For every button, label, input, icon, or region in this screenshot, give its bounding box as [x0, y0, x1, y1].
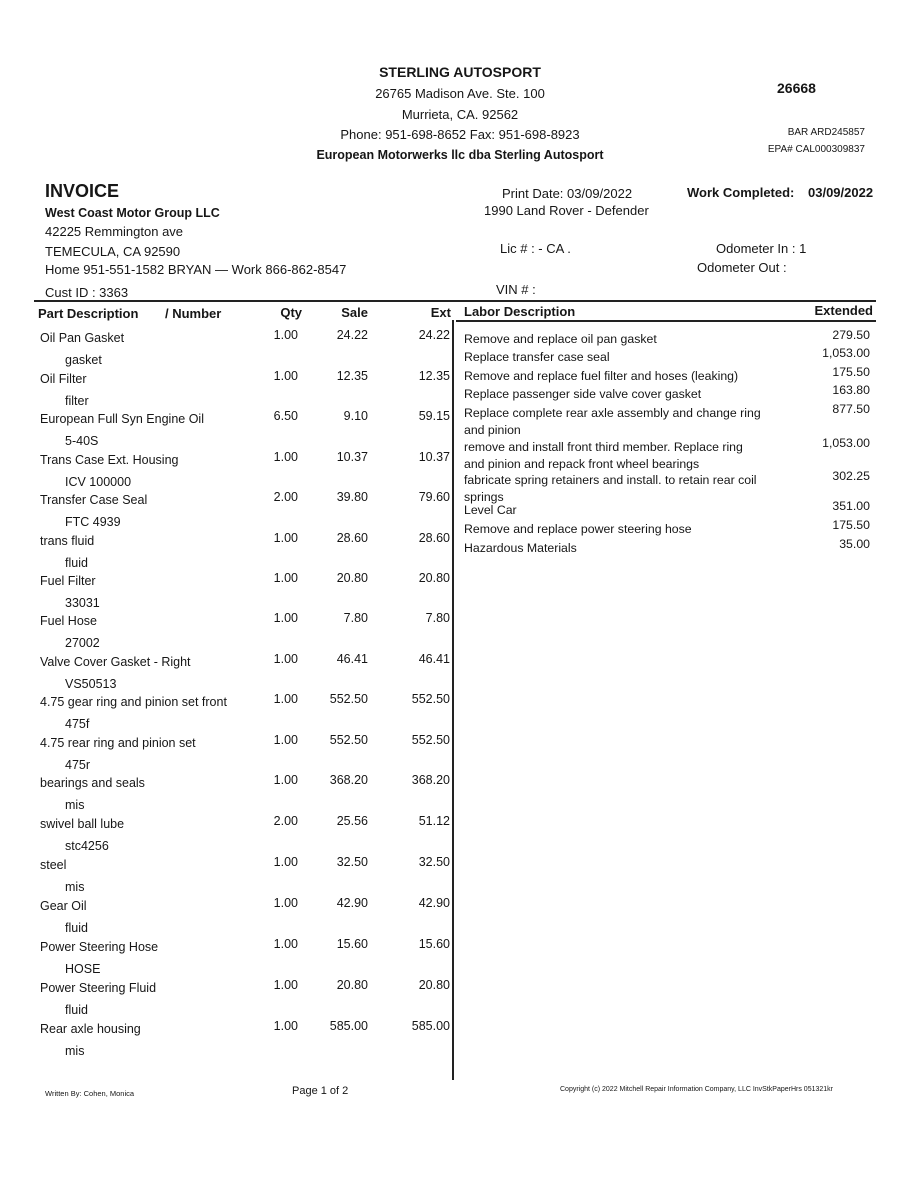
part-qty: 2.00 [273, 814, 298, 828]
labor-description: remove and install front third member. Replace ring and pinion and repack front wheel bearings [464, 440, 743, 471]
part-sale-price: 585.00 [329, 1019, 368, 1033]
parts-header-description: Part Description [38, 306, 139, 321]
shop-dba: European Motorwerks llc dba Sterling Autosport [316, 148, 604, 162]
work-completed-date: 03/09/2022 [808, 185, 874, 200]
print-date: Print Date: 03/09/2022 [502, 186, 633, 201]
epa-number: EPA# CAL000309837 [767, 144, 865, 155]
part-number: 475f [65, 717, 90, 731]
part-number: mis [65, 880, 85, 894]
part-description: Gear Oil [40, 899, 87, 913]
part-qty: 1.00 [273, 896, 298, 910]
part-sale-price: 368.20 [329, 773, 368, 787]
part-number: FTC 4939 [65, 515, 121, 529]
license-number: Lic # : - CA . [500, 241, 571, 256]
part-sale-price: 25.56 [336, 814, 368, 828]
labor-amount: 351.00 [832, 499, 870, 513]
parts-header-number: / Number [165, 306, 222, 321]
part-qty: 1.00 [273, 937, 298, 951]
part-qty: 1.00 [273, 571, 298, 585]
labor-description: fabricate spring retainers and install. to retain rear coil springs [464, 473, 757, 504]
part-sale-price: 552.50 [329, 733, 368, 747]
part-number: 5-40S [65, 434, 99, 448]
labor-amount: 35.00 [839, 537, 870, 551]
part-qty: 1.00 [273, 733, 298, 747]
part-description: bearings and seals [40, 776, 145, 790]
vin-number: VIN # : [496, 282, 536, 297]
part-number: filter [65, 394, 89, 408]
part-description: swivel ball lube [40, 817, 125, 831]
part-number: HOSE [65, 962, 101, 976]
part-extended-price: 552.50 [411, 733, 450, 747]
parts-header-qty: Qty [280, 305, 302, 320]
part-description: trans fluid [40, 534, 95, 548]
part-sale-price: 39.80 [336, 490, 368, 504]
work-completed-label: Work Completed: [687, 185, 795, 200]
parts-row [0, 855, 460, 898]
part-qty: 2.00 [273, 490, 298, 504]
part-number: fluid [65, 556, 88, 570]
part-sale-price: 42.90 [336, 896, 368, 910]
customer-id: Cust ID : 3363 [45, 285, 129, 300]
part-qty: 1.00 [273, 855, 298, 869]
parts-row [0, 450, 460, 493]
part-sale-price: 12.35 [336, 369, 368, 383]
part-description: 4.75 gear ring and pinion set front [40, 695, 227, 709]
odometer-out: Odometer Out : [697, 260, 787, 275]
part-extended-price: 20.80 [418, 571, 450, 585]
part-extended-price: 552.50 [411, 692, 450, 706]
part-extended-price: 28.60 [418, 531, 450, 545]
part-sale-price: 46.41 [336, 652, 368, 666]
part-extended-price: 32.50 [418, 855, 450, 869]
part-sale-price: 28.60 [336, 531, 368, 545]
customer-address-line2: TEMECULA, CA 92590 [45, 244, 181, 259]
labor-amount: 163.80 [832, 383, 870, 397]
customer-name: West Coast Motor Group LLC [45, 206, 220, 220]
header-divider [34, 300, 876, 302]
part-description: European Full Syn Engine Oil [40, 412, 204, 426]
part-sale-price: 32.50 [336, 855, 368, 869]
part-number: VS50513 [65, 677, 117, 691]
part-description: Power Steering Hose [40, 940, 159, 954]
customer-address-line1: 42225 Remmington ave [45, 224, 184, 239]
part-extended-price: 59.15 [418, 409, 450, 423]
part-description: Valve Cover Gasket - Right [40, 655, 191, 669]
labor-description: Remove and replace fuel filter and hoses (leaking) [464, 369, 739, 383]
part-description: Trans Case Ext. Housing [40, 453, 179, 467]
part-extended-price: 10.37 [418, 450, 450, 464]
parts-row [0, 896, 460, 939]
written-by: Written By: Cohen, Monica [45, 1089, 135, 1098]
part-description: Fuel Hose [40, 614, 97, 628]
part-extended-price: 585.00 [411, 1019, 450, 1033]
labor-description: Replace transfer case seal [464, 350, 610, 364]
labor-description: Hazardous Materials [464, 541, 577, 555]
parts-row [0, 1019, 460, 1062]
labor-header-divider [456, 320, 876, 322]
shop-address-line2: Murrieta, CA. 92562 [401, 107, 519, 122]
labor-header-extended: Extended [814, 303, 873, 318]
part-number: gasket [65, 353, 102, 367]
parts-row [0, 937, 460, 980]
page-number: Page 1 of 2 [292, 1085, 349, 1097]
part-qty: 1.00 [273, 652, 298, 666]
labor-description: Replace complete rear axle assembly and change ring and pinion [464, 406, 761, 437]
bar-number: BAR ARD245857 [787, 127, 865, 138]
part-qty: 1.00 [273, 611, 298, 625]
labor-amount: 302.25 [832, 469, 870, 483]
part-number: 475r [65, 758, 91, 772]
part-description: Power Steering Fluid [40, 981, 157, 995]
parts-row [0, 369, 460, 412]
labor-amount: 1,053.00 [822, 346, 870, 360]
part-sale-price: 15.60 [336, 937, 368, 951]
parts-row [0, 490, 460, 533]
part-qty: 1.00 [273, 773, 298, 787]
part-extended-price: 368.20 [411, 773, 450, 787]
labor-amount: 175.50 [832, 365, 870, 379]
part-description: Oil Filter [40, 372, 87, 386]
part-sale-price: 20.80 [336, 571, 368, 585]
parts-row [0, 692, 460, 735]
part-description: Rear axle housing [40, 1022, 141, 1036]
labor-description: Remove and replace power steering hose [464, 522, 692, 536]
part-extended-price: 51.12 [418, 814, 450, 828]
part-number: mis [65, 798, 85, 812]
part-qty: 1.00 [273, 692, 298, 706]
part-description: steel [40, 858, 67, 872]
part-qty: 1.00 [273, 328, 298, 342]
part-qty: 1.00 [273, 369, 298, 383]
part-qty: 1.00 [273, 1019, 298, 1033]
part-number: ICV 100000 [65, 475, 132, 489]
part-qty: 1.00 [273, 978, 298, 992]
part-number: fluid [65, 1003, 88, 1017]
part-sale-price: 9.10 [343, 409, 368, 423]
parts-row [0, 978, 460, 1021]
parts-header-ext: Ext [430, 305, 451, 320]
parts-row [0, 531, 460, 574]
labor-amount: 175.50 [832, 518, 870, 532]
part-qty: 1.00 [273, 450, 298, 464]
part-number: 33031 [65, 596, 100, 610]
part-qty: 6.50 [273, 409, 298, 423]
labor-description: Remove and replace oil pan gasket [464, 332, 657, 346]
parts-row [0, 652, 460, 695]
parts-row [0, 571, 460, 614]
labor-amount: 1,053.00 [822, 436, 870, 450]
part-extended-price: 46.41 [418, 652, 450, 666]
invoice-title: INVOICE [45, 181, 120, 201]
invoice-number: 26668 [777, 80, 816, 96]
labor-header-description: Labor Description [464, 304, 576, 319]
part-extended-price: 42.90 [418, 896, 450, 910]
parts-row [0, 328, 460, 371]
labor-amount: 279.50 [832, 328, 870, 342]
part-number: 27002 [65, 636, 100, 650]
part-qty: 1.00 [273, 531, 298, 545]
part-description: 4.75 rear ring and pinion set [40, 736, 196, 750]
odometer-in: Odometer In : 1 [716, 241, 807, 256]
part-extended-price: 79.60 [418, 490, 450, 504]
part-sale-price: 20.80 [336, 978, 368, 992]
labor-description: Level Car [464, 503, 517, 517]
part-sale-price: 10.37 [336, 450, 368, 464]
part-sale-price: 24.22 [336, 328, 368, 342]
labor-description: Replace passenger side valve cover gasket [464, 387, 702, 401]
part-description: Transfer Case Seal [40, 493, 148, 507]
parts-row [0, 733, 460, 776]
part-extended-price: 15.60 [418, 937, 450, 951]
shop-phone-fax: Phone: 951-698-8652 Fax: 951-698-8923 [340, 127, 580, 142]
vehicle: 1990 Land Rover - Defender [484, 203, 649, 218]
part-number: fluid [65, 921, 88, 935]
parts-row [0, 409, 460, 452]
part-number: mis [65, 1044, 85, 1058]
part-description: Fuel Filter [40, 574, 96, 588]
parts-row [0, 773, 460, 816]
part-extended-price: 20.80 [418, 978, 450, 992]
part-extended-price: 7.80 [425, 611, 450, 625]
customer-phones: Home 951-551-1582 BRYAN — Work 866-862-8547 [45, 262, 347, 277]
part-sale-price: 552.50 [329, 692, 368, 706]
part-sale-price: 7.80 [343, 611, 368, 625]
part-number: stc4256 [65, 839, 109, 853]
shop-address-line1: 26765 Madison Ave. Ste. 100 [375, 86, 545, 101]
copyright: Copyright (c) 2022 Mitchell Repair Information Company, LLC InvStkPaperHrs 051321kr [560, 1086, 833, 1093]
parts-header-sale: Sale [341, 305, 368, 320]
parts-row [0, 814, 460, 857]
parts-row [0, 611, 460, 654]
labor-amount: 877.50 [832, 402, 870, 416]
part-extended-price: 12.35 [418, 369, 450, 383]
part-extended-price: 24.22 [418, 328, 450, 342]
shop-name: STERLING AUTOSPORT [379, 64, 541, 80]
part-description: Oil Pan Gasket [40, 331, 125, 345]
